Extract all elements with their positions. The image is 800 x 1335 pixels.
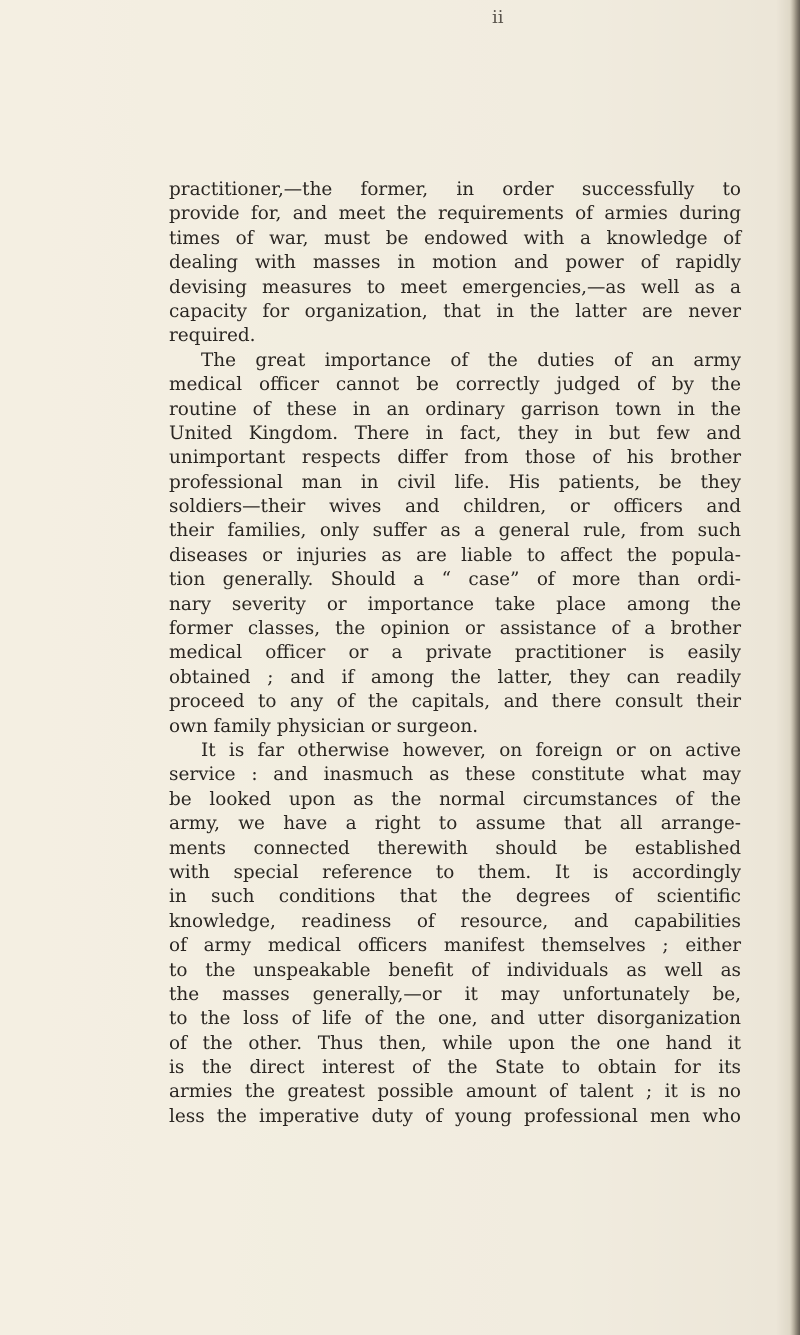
text-line: devising measures to meet emergencies,—as well as a: [169, 276, 741, 298]
text-line: be looked upon as the normal circumstances of the: [169, 788, 741, 810]
text-line: It is far otherwise however, on foreign or on active: [201, 739, 741, 761]
text-line: The great importance of the duties of an army: [201, 349, 741, 371]
text-line: with special reference to them. It is accordingly: [169, 861, 741, 883]
text-line: professional man in civil life. His patients, be they: [169, 471, 741, 493]
page-edge-shadow: [790, 0, 800, 1335]
text-line: knowledge, readiness of resource, and capabilities: [169, 910, 741, 932]
text-line: tion generally. Should a “ case” of more than ordi-: [169, 569, 741, 591]
text-line: United Kingdom. There in fact, they in but few and: [169, 422, 741, 444]
text-line: ments connected therewith should be established: [169, 837, 741, 859]
text-line: practitioner,—the former, in order successfully to: [169, 179, 741, 200]
text-line: proceed to any of the capitals, and there consult their: [169, 691, 741, 713]
text-line: medical officer or a private practitioner is easily: [169, 642, 741, 664]
text-line: of the other. Thus then, while upon the one hand it: [169, 1032, 741, 1054]
text-line: soldiers—their wives and children, or officers and: [169, 496, 741, 518]
text-line: own family physician or surgeon.: [169, 715, 479, 737]
text-line: is the direct interest of the State to obtain for its: [169, 1057, 741, 1079]
text-line: of army medical officers manifest themselves ; either: [169, 935, 741, 957]
text-line: medical officer cannot be correctly judged of by the: [169, 374, 741, 396]
text-line: the masses generally,—or it may unfortunately be,: [169, 983, 741, 1005]
text-line: unimportant respects differ from those of his brother: [169, 447, 741, 469]
text-line: nary severity or importance take place among the: [169, 593, 741, 615]
text-line: capacity for organization, that in the latter are never: [169, 300, 741, 322]
text-line: provide for, and meet the requirements of armies during: [169, 203, 741, 225]
text-line: to the unspeakable benefit of individuals as well as: [169, 959, 741, 981]
text-line: obtained ; and if among the latter, they can readily: [169, 666, 741, 688]
text-line: to the loss of life of the one, and utter disorganization: [169, 1008, 741, 1030]
text-line: army, we have a right to assume that all arrange-: [169, 813, 741, 835]
body-text: [169, 178, 741, 1129]
text-line: times of war, must be endowed with a knowledge of: [169, 227, 741, 249]
text-line: their families, only suffer as a general rule, from such: [169, 520, 741, 542]
text-line: in such conditions that the degrees of scientific: [169, 886, 741, 908]
text-line: less the imperative duty of young professional men who: [169, 1105, 741, 1127]
text-line: former classes, the opinion or assistance of a brother: [169, 618, 741, 640]
text-line: dealing with masses in motion and power of rapidly: [169, 252, 741, 274]
text-line: service : and inasmuch as these constitute what may: [169, 764, 741, 786]
text-line: routine of these in an ordinary garrison town in the: [169, 398, 741, 420]
text-line: armies the greatest possible amount of talent ; it is no: [169, 1081, 741, 1103]
text-line: required.: [169, 325, 256, 347]
text-line: diseases or injuries as are liable to affect the popula-: [169, 544, 741, 566]
page-number: ii: [492, 7, 504, 28]
